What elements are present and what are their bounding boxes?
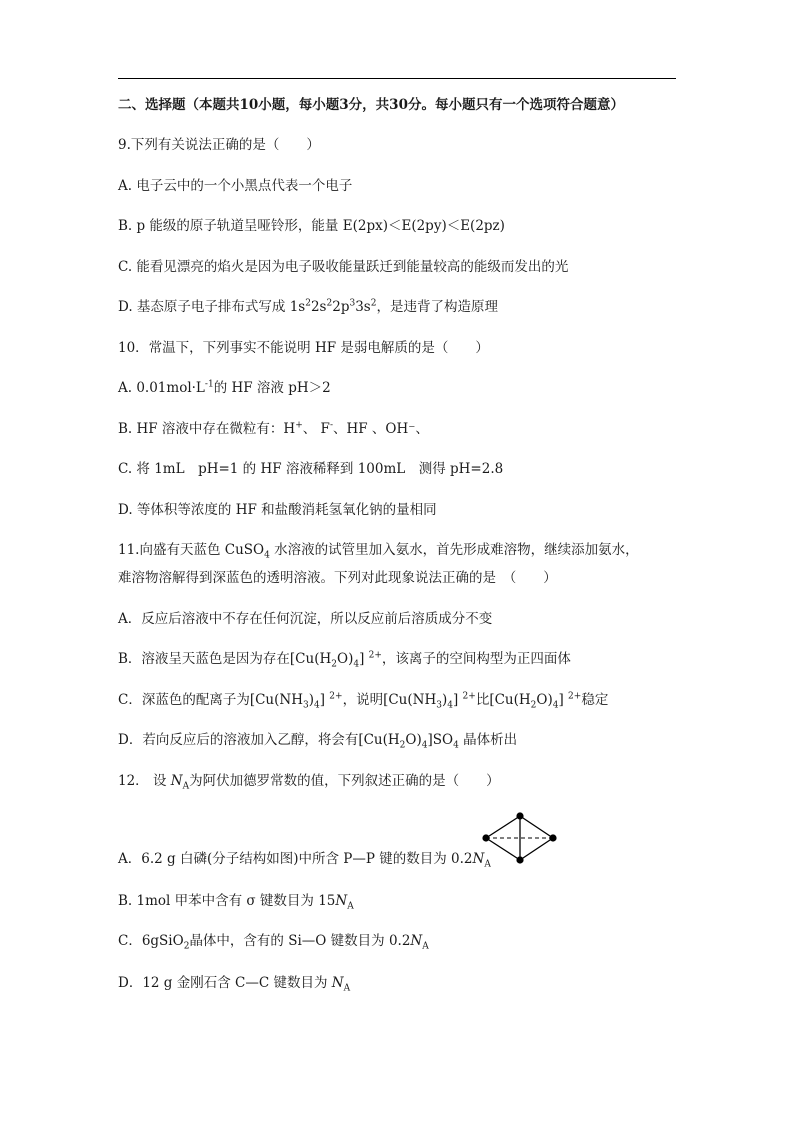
q12-stem: 12． 设 $N_A$为阿伏加德罗常数的值，下列叙述正确的是（ ） bbox=[118, 773, 500, 792]
q12-option-b: B. 1mol 甲苯中含有 σ 键数目为 $15N_A$ bbox=[118, 893, 354, 912]
q11-option-c: C．深蓝色的配离子为$[Cu(NH_3)_4]$ $^{2+}$，说明$[Cu(NH_3)_4]$ $^{2+}$比$[Cu(H_2O)_4]$ $^{2+}$稳定 bbox=[118, 691, 609, 711]
q11-stem-line2: 难溶物溶解得到深蓝色的透明溶液。下列对此现象说法正确的是 （ ） bbox=[118, 570, 557, 586]
q9-option-c: C. 能看见漂亮的焰火是因为电子吸收能量跃迁到能量较高的能级而发出的光 bbox=[118, 259, 569, 275]
q11-option-a: A．反应后溶液中不存在任何沉淀，所以反应前后溶质成分不变 bbox=[118, 611, 493, 627]
q9-option-d: D. 基态原子电子排布式写成 $1s^22s^22p^33s^2$，是违背了构造原理 bbox=[118, 298, 498, 315]
q10-option-c: C. 将 1mL pH=1 的 HF 溶液稀释到 100mL 测得 pH=2.8 bbox=[118, 461, 504, 477]
q12-option-a: A．6.2 g 白磷(分子结构如图)中所含 P—P 键的数目为 $0.2N_A$ bbox=[118, 851, 491, 870]
q11-option-d: D．若向反应后的溶液加入乙醇，将会有$[Cu(H_2O)_4]SO_4$ 晶体析出 bbox=[118, 732, 518, 751]
q10-option-a: A. $0.01mol\cdot L^{-1}$的 HF 溶液 pH＞2 bbox=[118, 379, 331, 396]
q9-stem: 9.下列有关说法正确的是（ ） bbox=[118, 137, 320, 153]
section-header: 二、选择题（本题共10小题，每小题3分，共30分。每小题只有一个选项符合题意） bbox=[118, 97, 624, 113]
white-phosphorus-structure-figure bbox=[480, 810, 560, 866]
header-rule bbox=[118, 78, 676, 79]
q9-option-b: B. p 能级的原子轨道呈哑铃形，能量 E(2px)＜E(2py)＜E(2pz) bbox=[118, 218, 505, 234]
q12-option-d: D．12 g 金刚石含 C—C 键数目为 $N_A$ bbox=[118, 975, 351, 994]
q10-option-b: B. HF 溶液中存在微粒有：H+、 F-、HF 、OH⁻、 bbox=[118, 420, 429, 437]
q10-option-d: D. 等体积等浓度的 HF 和盐酸消耗氢氧化钠的量相同 bbox=[118, 502, 437, 518]
q11-option-b: B．溶液呈天蓝色是因为存在$[Cu(H_2O)_4]$ $^{2+}$，该离子的空间构型为正四面体 bbox=[118, 650, 571, 670]
q11-stem-line1: 11.向盛有天蓝色 CuSO$_4$ 水溶液的试管里加入氨水，首先形成难溶物，继续添加氨水， bbox=[118, 542, 639, 561]
q12-option-c: C．6gSiO$_2$晶体中，含有的 Si—O 键数目为 $0.2N_A$ bbox=[118, 933, 429, 952]
q10-stem: 10．常温下，下列事实不能说明 HF 是弱电解质的是（ ） bbox=[118, 340, 489, 356]
q9-option-a: A. 电子云中的一个小黑点代表一个电子 bbox=[118, 178, 353, 194]
